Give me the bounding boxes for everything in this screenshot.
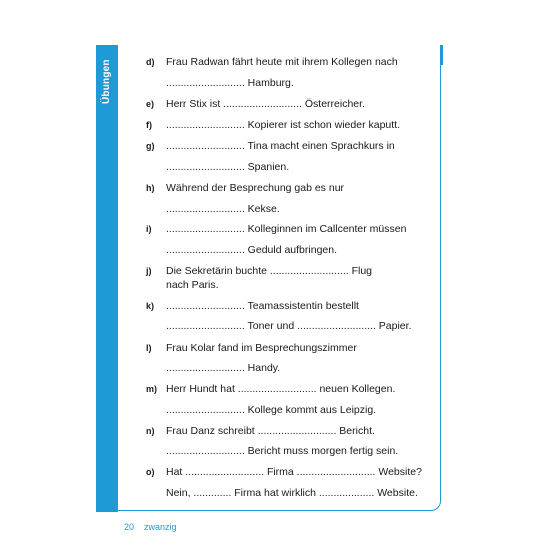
item-letter: o) [146,467,155,477]
side-tab-label: Übungen [101,59,112,104]
item-text-line: ........................... Kekse. [166,203,280,215]
page-number: 20 [124,522,135,532]
item-text-line: Frau Danz schreibt ........................... Bericht. [166,425,375,437]
item-letter: k) [146,301,155,311]
item-letter: d) [146,57,155,67]
item-letter: e) [146,99,155,109]
item-letter: j) [146,266,152,276]
item-text-line: ........................... Kollege kommt aus Leipzig. [166,404,377,416]
item-text-line: ........................... Hamburg. [166,77,294,89]
item-text-line: ........................... Spanien. [166,161,290,173]
item-letter: i) [146,224,152,234]
item-text-line: Hat ........................... Firma ........................... Website? [166,466,422,478]
item-text-line: ........................... Toner und ........................... Papier. [166,320,412,332]
item-text-line: Nein, ............. Firma hat wirklich ................... Website. [166,487,418,499]
item-letter: h) [146,183,155,193]
item-text-line: ........................... Teamassistentin bestellt [166,300,359,312]
item-text-line: Die Sekretärin buchte ........................... Flug [166,265,372,277]
item-text-line: ........................... Geduld aufbringen. [166,244,337,256]
item-text-line: ........................... Bericht muss morgen fertig sein. [166,445,399,457]
side-tab [96,45,118,512]
item-letter: m) [146,384,157,394]
item-letter: l) [146,343,152,353]
exercise-box [118,45,441,511]
item-text-line: ........................... Handy. [166,362,281,374]
item-text-line: ........................... Tina macht einen Sprachkurs in [166,140,395,152]
item-text-line: nach Paris. [166,279,219,291]
exercise-box-edge [441,45,443,65]
item-letter: n) [146,426,155,436]
item-text-line: ........................... Kolleginnen im Callcenter müssen [166,223,407,235]
page-number-word: zwanzig [144,522,177,532]
item-letter: f) [146,120,152,130]
item-text-line: ........................... Kopierer ist schon wieder kaputt. [166,119,401,131]
item-text-line: Frau Kolar fand im Besprechungszimmer [166,342,357,354]
item-text-line: Herr Hundt hat ........................... neuen Kollegen. [166,383,396,395]
item-text-line: Frau Radwan fährt heute mit ihrem Kollegen nach [166,56,398,68]
item-letter: g) [146,141,155,151]
item-text-line: Herr Stix ist ........................... Österreicher. [166,98,365,110]
item-text-line: Während der Besprechung gab es nur [166,182,345,194]
